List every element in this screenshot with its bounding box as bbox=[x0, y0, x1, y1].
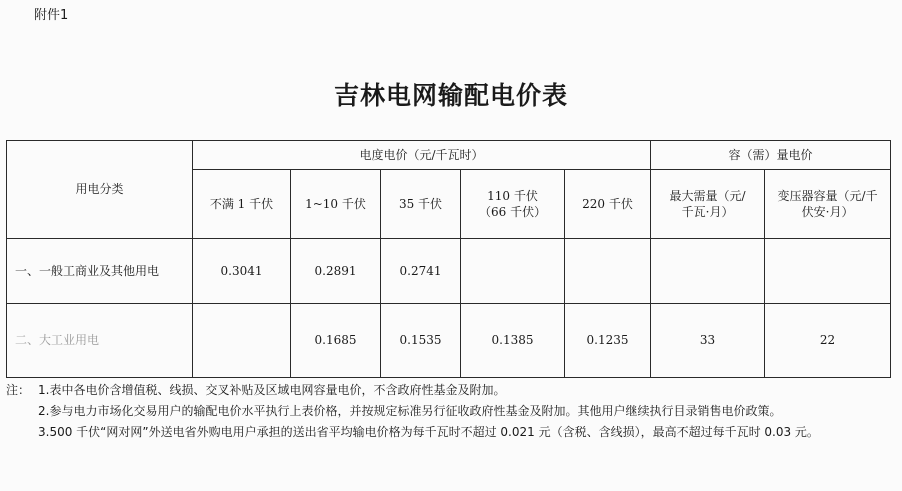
note-item: 3.500 千伏“网对网”外送电省外购电用户承担的送出省平均输电价格为每千瓦时不超过 0.021 元（含税、含线损），最高不超过每千瓦时 0.03 元。 bbox=[38, 425, 819, 439]
transformer-capacity-cell bbox=[765, 239, 891, 304]
transformer-capacity-cell: 22 bbox=[765, 304, 891, 378]
notes-label: 注： bbox=[6, 383, 31, 397]
price-cell: 0.1385 bbox=[461, 304, 565, 378]
note-item: 2.参与电力市场化交易用户的输配电价水平执行上表价格，并按规定标准另行征收政府性基金及附加。其他用户继续执行目录销售电价政策。 bbox=[38, 404, 782, 418]
voltage-level-header: 1~10 千伏 bbox=[291, 170, 381, 239]
notes-section bbox=[6, 380, 896, 443]
max-demand-cell bbox=[651, 239, 765, 304]
price-cell bbox=[193, 304, 291, 378]
price-cell: 0.2891 bbox=[291, 239, 381, 304]
page-title: 吉林电网输配电价表 bbox=[333, 81, 568, 110]
category-header: 用电分类 bbox=[7, 141, 193, 239]
voltage-level-header: 220 千伏 bbox=[565, 170, 651, 239]
note-item: 1.表中各电价含增值税、线损、交叉补贴及区域电网容量电价，不含政府性基金及附加。 bbox=[38, 383, 506, 397]
price-cell bbox=[565, 239, 651, 304]
tariff-table bbox=[6, 140, 891, 378]
voltage-level-header: 35 千伏 bbox=[381, 170, 461, 239]
category-cell: 一、一般工商业及其他用电 bbox=[7, 239, 193, 304]
capacity-price-header: 容（需）量电价 bbox=[651, 141, 891, 170]
price-cell: 0.3041 bbox=[193, 239, 291, 304]
max-demand-header: 最大需量（元/千瓦·月） bbox=[651, 170, 765, 239]
voltage-level-header: 不满 1 千伏 bbox=[193, 170, 291, 239]
price-cell: 0.1235 bbox=[565, 304, 651, 378]
energy-price-header: 电度电价（元/千瓦时） bbox=[193, 141, 651, 170]
category-cell: 二、大工业用电 bbox=[7, 304, 193, 378]
attachment-label: 附件1 bbox=[34, 8, 69, 23]
table-row bbox=[7, 239, 891, 304]
price-cell: 0.2741 bbox=[381, 239, 461, 304]
max-demand-cell: 33 bbox=[651, 304, 765, 378]
table-row bbox=[7, 304, 891, 378]
price-cell: 0.1535 bbox=[381, 304, 461, 378]
price-cell: 0.1685 bbox=[291, 304, 381, 378]
voltage-level-header: 110 千伏（66 千伏） bbox=[461, 170, 565, 239]
price-cell bbox=[461, 239, 565, 304]
transformer-capacity-header: 变压器容量（元/千伏安·月） bbox=[765, 170, 891, 239]
